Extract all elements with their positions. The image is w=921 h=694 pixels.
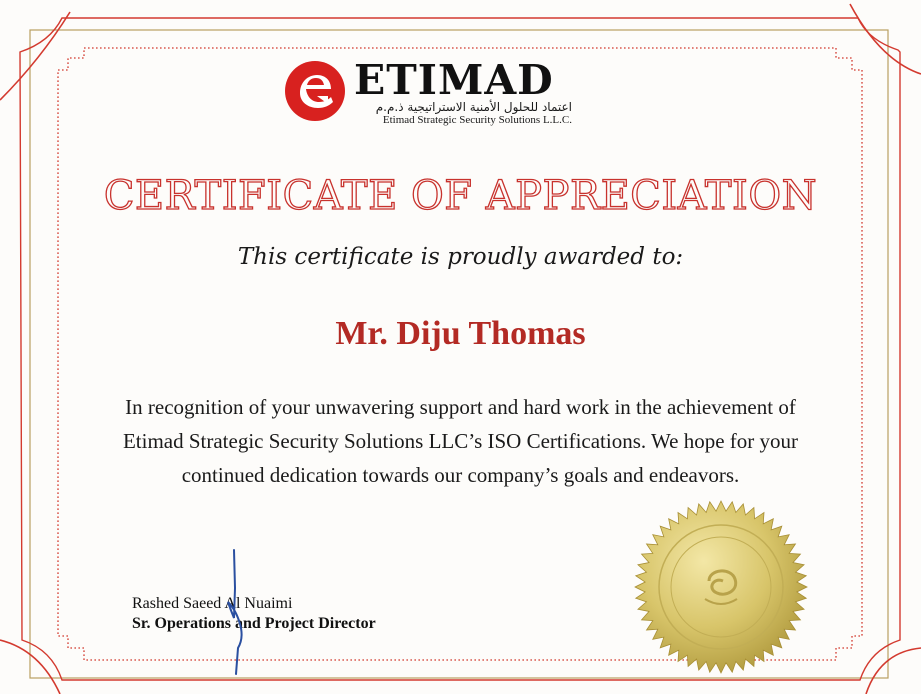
logo-wordmark: ETIMAD — [354, 56, 554, 104]
recognition-text — [80, 390, 841, 492]
gold-embossed-seal-icon — [634, 500, 808, 674]
logo-english-name: Etimad Strategic Security Solutions L.L.C. — [382, 114, 572, 126]
handwritten-signature-icon — [220, 548, 250, 678]
signatory-name: Rashed Saeed Al Nuaimi — [132, 595, 293, 612]
certificate-title: CERTIFICATE OF APPRECIATION — [103, 173, 818, 219]
recognition-line: continued dedication towards our company’s goals and endeavors. — [181, 463, 740, 487]
recognition-line: In recognition of your unwavering support and hard work in the achievement of — [125, 395, 796, 419]
logo-arabic-name: اعتماد للحلول الأمنية الاستراتيجية ذ.م.م — [375, 100, 572, 114]
certificate-subtitle: This certificate is proudly awarded to: — [237, 244, 684, 270]
etimad-e-logo-icon — [284, 60, 346, 122]
signatory-position: Sr. Operations and Project Director — [132, 615, 376, 632]
company-logo — [284, 56, 574, 130]
recognition-line: Etimad Strategic Security Solutions LLC’s ISO Certifications. We hope for your — [122, 429, 799, 453]
recipient-name: Mr. Diju Thomas — [335, 315, 586, 352]
